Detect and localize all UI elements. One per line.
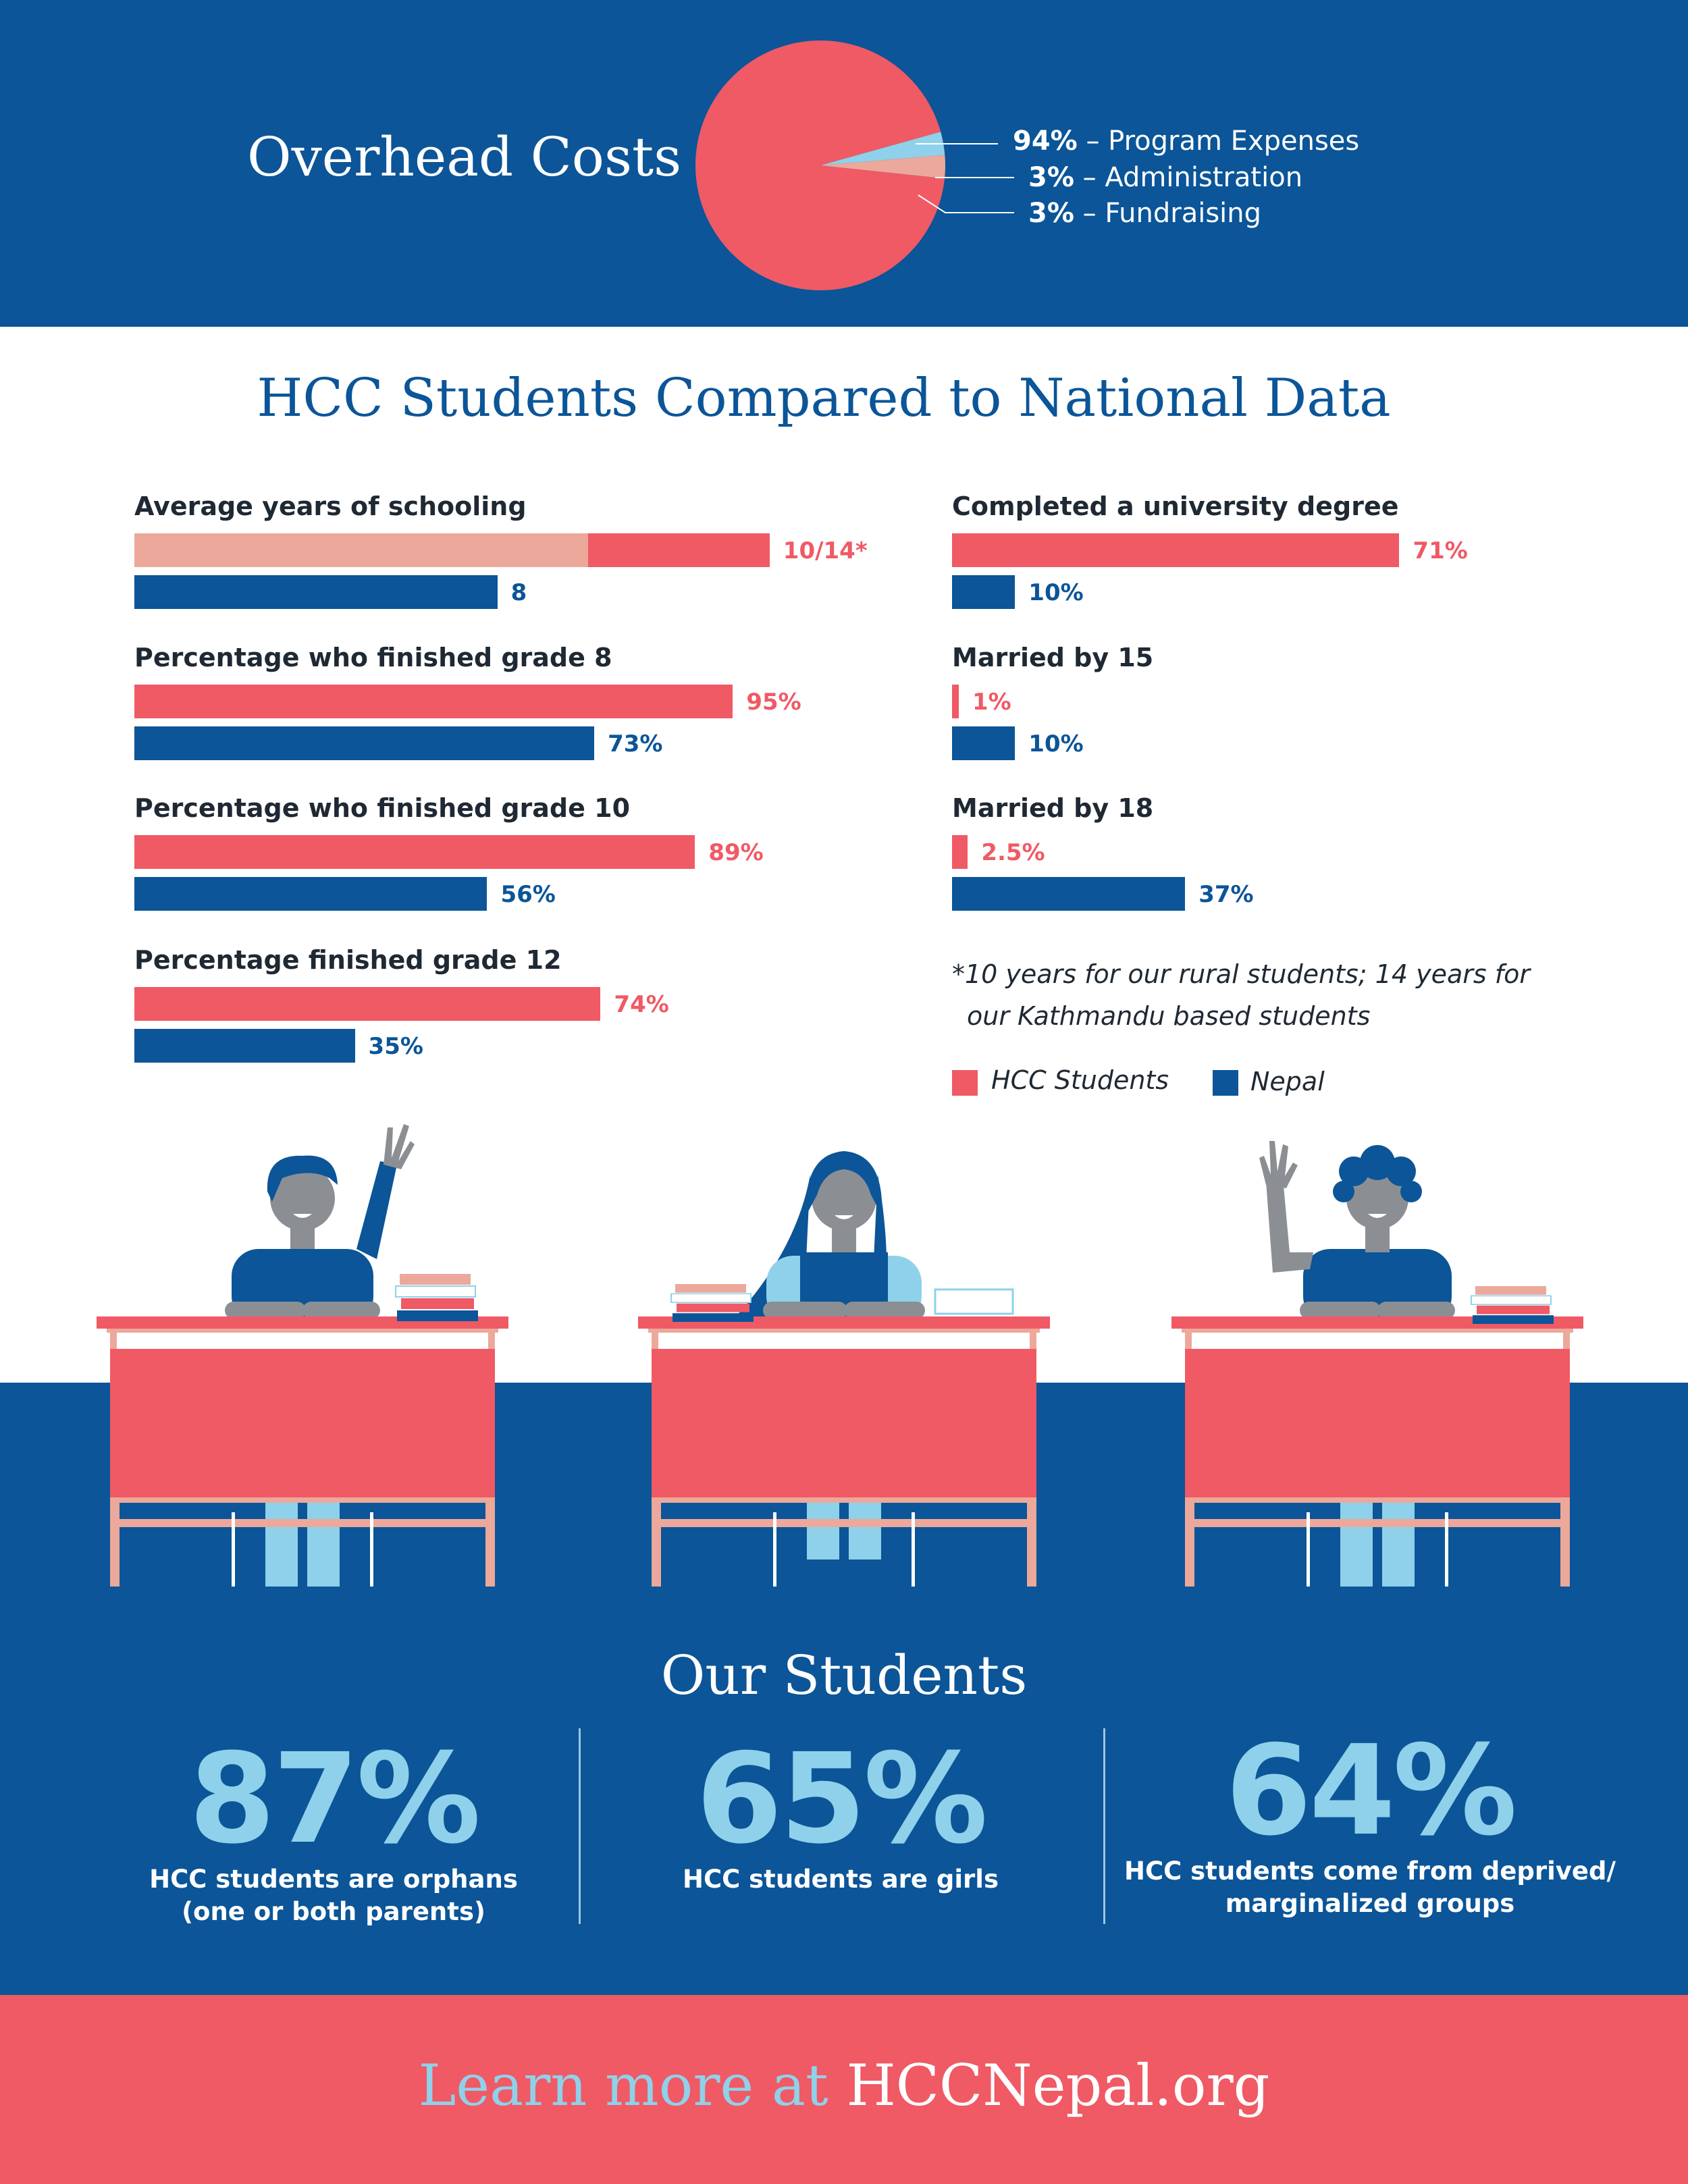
bar-nepal	[952, 726, 1015, 760]
bar-hcc-rural	[134, 533, 588, 567]
bar-hcc	[952, 835, 968, 869]
student-3-figure	[1171, 1141, 1583, 1587]
bar-chart-title: Percentage finished grade 12	[134, 945, 562, 975]
footnote-line-2: our Kathmandu based students	[967, 1001, 1371, 1031]
bar-label-hcc: 1%	[972, 689, 1011, 716]
bar-hcc	[134, 685, 733, 718]
bar-label-nepal: 10%	[1028, 579, 1084, 606]
bar-chart-title: Percentage who finished grade 8	[134, 643, 612, 672]
stat-girls	[584, 1727, 1097, 1896]
bar-label-hcc: 74%	[614, 991, 669, 1018]
footer-prefix: Learn more at	[418, 2052, 847, 2119]
bar-label-nepal: 10%	[1028, 730, 1084, 757]
legend-swatch-nepal	[1213, 1070, 1238, 1096]
legend-swatch-hcc	[952, 1070, 978, 1096]
footnote-line-1: *10 years for our rural students; 14 years for	[952, 959, 1530, 989]
bar-label-nepal: 73%	[608, 730, 663, 757]
student-1-figure	[97, 1124, 508, 1587]
bar-label-hcc: 95%	[746, 689, 801, 716]
bar-hcc-kathmandu	[588, 533, 770, 567]
bar-nepal	[134, 726, 594, 760]
bar-nepal	[134, 575, 498, 609]
stat-marginalized-text-1: HCC students come from deprived/	[1124, 1857, 1616, 1886]
pie-label-fundraising: 3% – Fundraising	[1028, 198, 1262, 229]
bar-nepal	[134, 877, 487, 911]
stat-orphans-text-2: (one or both parents)	[182, 1897, 485, 1926]
bar-label-nepal: 8	[510, 579, 527, 606]
stat-girls-value: 65%	[695, 1727, 986, 1871]
stat-orphans	[77, 1727, 590, 1928]
footnote	[952, 953, 1530, 1037]
bar-chart-title: Married by 15	[952, 643, 1154, 672]
footer-site-link[interactable]: HCCNepal.org	[846, 2052, 1270, 2119]
legend-label-hcc: HCC Students	[991, 1065, 1169, 1095]
stat-marginalized-value: 64%	[1225, 1719, 1515, 1863]
bar-label-nepal: 35%	[368, 1033, 423, 1060]
overhead-title: Overhead Costs	[247, 126, 682, 188]
bar-chart-title: Average years of schooling	[134, 491, 527, 521]
stat-girls-text: HCC students are girls	[682, 1865, 999, 1894]
bar-label-hcc: 71%	[1413, 537, 1468, 564]
bar-hcc	[952, 533, 1399, 567]
bar-chart-title: Married by 18	[952, 793, 1154, 823]
bar-label-hcc: 2.5%	[981, 839, 1045, 866]
bar-label-hcc: 10/14*	[783, 537, 868, 564]
stat-orphans-text-1: HCC students are orphans	[149, 1865, 518, 1894]
pie-label-administration: 3% – Administration	[1028, 162, 1303, 193]
bar-nepal	[952, 877, 1185, 911]
bar-chart-title: Completed a university degree	[952, 491, 1399, 521]
classroom-illustration	[0, 1114, 1688, 1587]
footer-link[interactable]	[0, 2052, 1688, 2119]
bar-nepal	[952, 575, 1015, 609]
bar-label-nepal: 37%	[1198, 881, 1254, 908]
bar-label-hcc: 89%	[708, 839, 764, 866]
stat-marginalized	[1113, 1719, 1627, 1920]
bar-nepal	[134, 1029, 355, 1063]
bar-hcc	[134, 987, 600, 1021]
bar-hcc	[952, 685, 959, 718]
bar-hcc	[134, 835, 695, 869]
stat-orphans-value: 87%	[188, 1727, 479, 1871]
student-2-figure	[638, 1151, 1050, 1587]
pie-leader-lines	[0, 0, 1688, 327]
pie-label-program: 94% – Program Expenses	[1013, 126, 1360, 157]
legend-label-nepal: Nepal	[1250, 1067, 1325, 1096]
our-students-title: Our Students	[660, 1644, 1028, 1707]
comparison-title: HCC Students Compared to National Data	[257, 368, 1391, 429]
bar-label-nepal: 56%	[500, 881, 556, 908]
bar-chart-title: Percentage who finished grade 10	[134, 793, 631, 823]
stat-divider-2	[1103, 1728, 1105, 1924]
stat-marginalized-text-2: marginalized groups	[1225, 1889, 1515, 1918]
